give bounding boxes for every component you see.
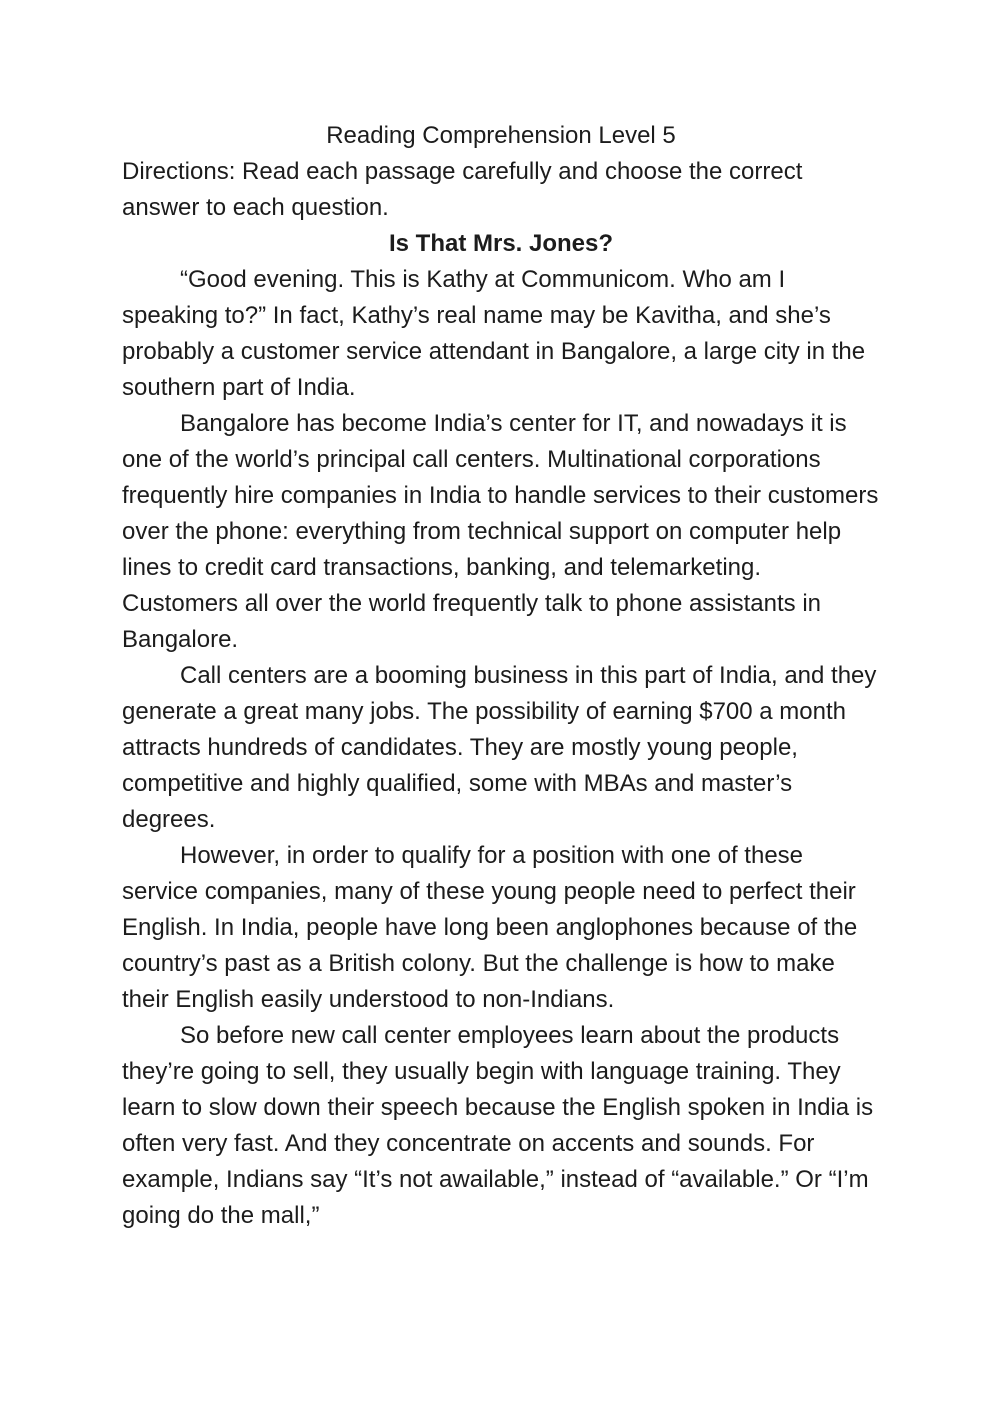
directions-text: Directions: Read each passage carefully and choose the correct answer to each question. xyxy=(122,158,803,221)
passage-paragraph-4: However, in order to qualify for a position with one of these service companies, many of these young people need to perfect their English. In India, people have long been anglophones because of the country’s past as a British colony. But the challenge is how to make their English easily understood to non-Indians. xyxy=(122,842,858,1013)
passage-paragraph-1: “Good evening. This is Kathy at Communicom. Who am I speaking to?” In fact, Kathy’s real name may be Kavitha, and she’s probably a customer service attendant in Bangalore, a large city in the southern part of India. xyxy=(122,266,866,401)
passage-title: Is That Mrs. Jones? xyxy=(388,230,614,257)
passage-paragraph-2: Bangalore has become India’s center for IT, and nowadays it is one of the world’s principal call centers. Multinational corporations frequently hire companies in India to handle services to their customers over the phone: everything from technical support on computer help lines to credit card transactions, banking, and telemarketing. Customers all over the world frequently talk to phone assistants in Bangalore. xyxy=(122,410,879,653)
document-title: Reading Comprehension Level 5 xyxy=(326,122,676,149)
passage-paragraph-3: Call centers are a booming business in this part of India, and they generate a great many jobs. The possibility of earning $700 a month attracts hundreds of candidates. They are mostly young people, competitive and highly qualified, some with MBAs and master’s degrees. xyxy=(122,662,877,833)
passage-paragraph-5: So before new call center employees learn about the products they’re going to sell, they usually begin with language training. They learn to slow down their speech because the English spoken in India is often very fast. And they concentrate on accents and sounds. For example, Indians say “It’s not awailable,” instead of “available.” Or “I’m going do the mall,” xyxy=(122,1022,874,1229)
passage-body xyxy=(122,262,880,1234)
